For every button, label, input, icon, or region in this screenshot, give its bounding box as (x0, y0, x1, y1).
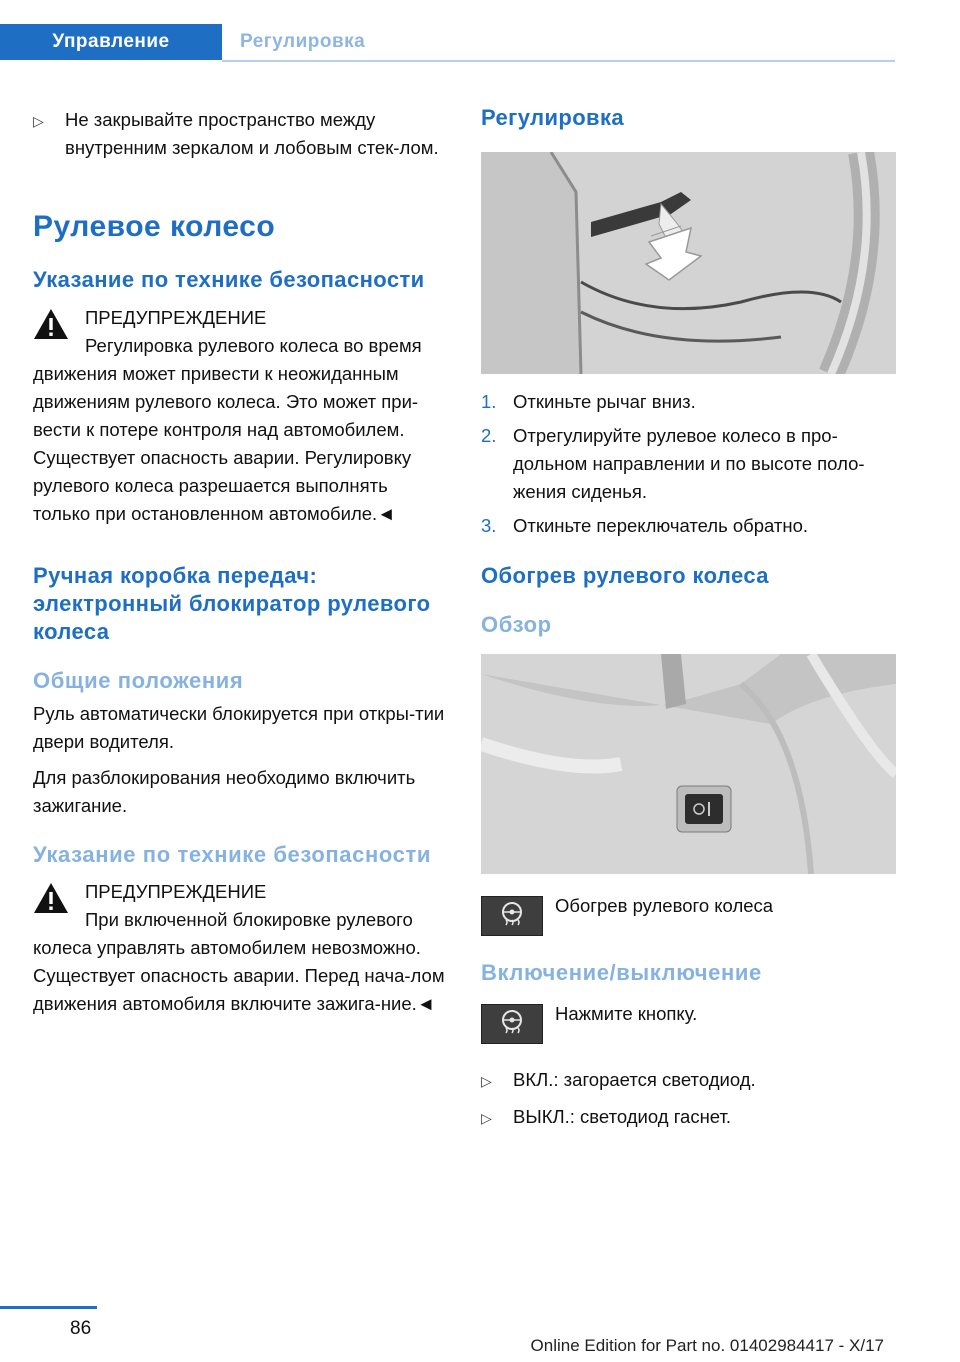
list-item (481, 512, 896, 540)
bullet-text: ВЫКЛ.: светодиод гаснет. (513, 1106, 732, 1127)
dashboard-button-illustration (481, 654, 896, 874)
list-item (481, 388, 896, 416)
bullet-text: ВКЛ.: загорается светодиод. (513, 1069, 756, 1090)
list-item (481, 1103, 896, 1132)
step-text: Откиньте переключатель обратно. (513, 515, 809, 536)
step-text: Откиньте рычаг вниз. (513, 391, 696, 412)
triangle-right-outline-icon: ▷ (33, 113, 44, 129)
steering-adjust-figure (481, 152, 896, 374)
heating-caption: Обогрев рулевого колеса (555, 895, 774, 916)
safety-heading-2: Указание по технике безопасности (33, 842, 431, 867)
heating-heading: Обогрев рулевого колеса (481, 563, 769, 588)
lock-heading: Ручная коробка передач: электронный блокиратор рулевого колеса (33, 563, 431, 644)
section-tab-control: Управление (0, 24, 222, 60)
adjust-heading: Регулировка (481, 105, 625, 130)
warning-text: Регулировка рулевого колеса во время движения может привести к неожиданным движениям рулевого колеса. Это может при-вести к потере контроля над автомобилем. Существует опасность аварии. Регулировку рулевого колеса разрешается выполнять только при остановленном автомобиле.◄ (33, 335, 422, 524)
triangle-right-outline-icon: ▷ (481, 1110, 492, 1126)
edition-note: Online Edition for Part no. 01402984417 - X/17 (530, 1336, 884, 1355)
warning-triangle-icon (33, 308, 69, 340)
warning-title: ПРЕДУПРЕЖДЕНИЕ (85, 881, 267, 902)
page-number: 86 (70, 1318, 92, 1339)
warning-block-2 (33, 878, 448, 1018)
onoff-heading: Включение/выключение (481, 960, 762, 985)
general-heading: Общие положения (33, 668, 244, 693)
footer-accent-bar (0, 1306, 97, 1309)
step-text: Отрегулируйте рулевое колесо в про-дольном направлении и по высоте поло-жения сиденья. (513, 425, 865, 502)
page-header (0, 0, 960, 64)
step-number: 1. (481, 391, 497, 412)
list-item (481, 422, 896, 506)
list-item (481, 1066, 896, 1095)
heated-steering-wheel-icon (481, 1004, 543, 1044)
header-rule (222, 60, 895, 62)
steering-column-illustration (481, 152, 896, 374)
heated-steering-wheel-icon (481, 896, 543, 936)
list-item (33, 106, 448, 162)
heating-overview-figure (481, 654, 896, 874)
step-number: 2. (481, 425, 497, 446)
status-list (481, 1066, 896, 1132)
press-text: Нажмите кнопку. (555, 1003, 698, 1024)
bullet-text: Не закрывайте пространство между внутренним зеркалом и лобовым стек-лом. (65, 109, 439, 158)
triangle-right-outline-icon: ▷ (481, 1073, 492, 1089)
step-number: 3. (481, 515, 497, 536)
page-footer (0, 1300, 960, 1362)
general-paragraph-1: Руль автоматически блокируется при откры-тии двери водителя. (33, 703, 445, 752)
press-row (481, 1000, 896, 1044)
right-column (481, 96, 896, 1132)
warning-block (33, 304, 448, 528)
overview-heading: Обзор (481, 612, 552, 637)
warning-title: ПРЕДУПРЕЖДЕНИЕ (85, 307, 267, 328)
warning-triangle-icon (33, 882, 69, 914)
section-tab-adjustment: Регулировка (240, 31, 366, 52)
section-heading: Рулевое колесо (33, 210, 276, 243)
caption-row (481, 892, 896, 936)
warning-text: При включенной блокировке рулевого колеса управлять автомобилем невозможно. Существует опасность аварии. Перед нача-лом движения автомобиля включите зажига-ние.◄ (33, 909, 445, 1014)
safety-heading: Указание по технике безопасности (33, 267, 425, 292)
general-paragraph-2: Для разблокирования необходимо включить зажигание. (33, 767, 416, 816)
steps-list (481, 388, 896, 540)
left-column (33, 96, 448, 1018)
